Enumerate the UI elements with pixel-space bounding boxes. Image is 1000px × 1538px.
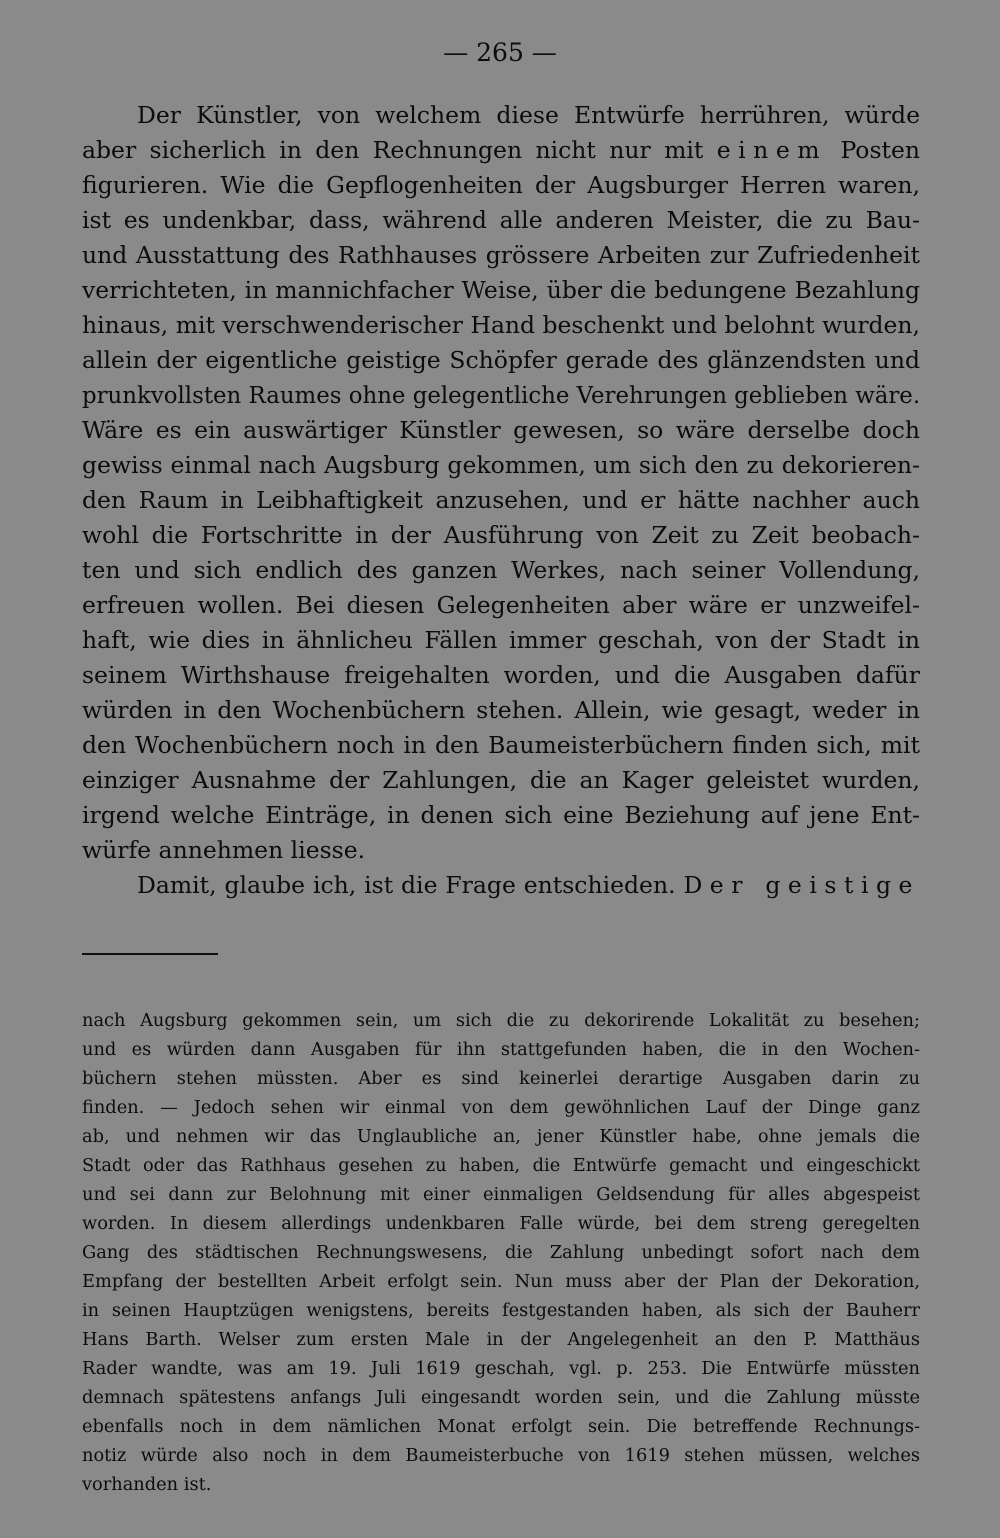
text-line: würden in den Wochenbüchern stehen. Allein, wie gesagt, weder in [82, 696, 920, 724]
text-line: ist es undenkbar, dass, während alle anderen Meister, die zu Bau- [82, 206, 920, 234]
footnote-line: Stadt oder das Rathhaus gesehen zu haben, die Entwürfe gemacht und eingeschickt [82, 1155, 920, 1176]
text-line: Damit, glaube ich, ist die Frage entschieden. Der geistige [137, 871, 920, 899]
text-line: prunkvollsten Raumes ohne gelegentliche Verehrungen geblieben wäre. [82, 381, 921, 409]
emphasized-word: einem [716, 136, 828, 164]
text-line: allein der eigentliche geistige Schöpfer gerade des glänzendsten und [82, 346, 920, 374]
footnote-line: Rader wandte, was am 19. Juli 1619 geschah, vgl. p. 253. Die Entwürfe müssten [82, 1358, 920, 1379]
footnote-line: demnach spätestens anfangs Juli eingesandt worden sein, und die Zahlung müsste [82, 1387, 920, 1408]
text-line: haft, wie dies in ähnlicheu Fällen immer geschah, von der Stadt in [82, 626, 920, 654]
text-line: und Ausstattung des Rathhauses grössere Arbeiten zur Zufriedenheit [82, 241, 920, 269]
text-line: den Raum in Leibhaftigkeit anzusehen, und er hätte nachher auch [82, 486, 920, 514]
text-line: erfreuen wollen. Bei diesen Gelegenheiten aber wäre er unzweifel- [82, 591, 920, 619]
text-line: figurieren. Wie die Gepflogenheiten der Augsburger Herren waren, [82, 171, 920, 199]
text-line: würfe annehmen liesse. [82, 836, 366, 864]
text-line: gewiss einmal nach Augsburg gekommen, um sich den zu dekorieren- [82, 451, 920, 479]
footnote-line: ab, und nehmen wir das Unglaubliche an, jener Künstler habe, ohne jemals die [82, 1126, 920, 1147]
footnote-line: nach Augsburg gekommen sein, um sich die zu dekorirende Lokalität zu besehen; [82, 1010, 920, 1031]
emphasized-phrase: Der geistige [683, 871, 920, 899]
footnote-line: ebenfalls noch in dem nämlichen Monat erfolgt sein. Die betreffende Rechnungs- [82, 1416, 920, 1437]
footnote-line: büchern stehen müssten. Aber es sind keinerlei derartige Ausgaben darin zu [82, 1068, 920, 1089]
text-line: einziger Ausnahme der Zahlungen, die an Kager geleistet wurden, [82, 766, 920, 794]
footnote-rule [82, 953, 218, 955]
footnote-line: vorhanden ist. [82, 1474, 212, 1495]
text-line: Wäre es ein auswärtiger Künstler gewesen, so wäre derselbe doch [82, 416, 920, 444]
text-line: irgend welche Einträge, in denen sich eine Beziehung auf jene Ent- [82, 801, 920, 829]
text-line: wohl die Fortschritte in der Ausführung von Zeit zu Zeit beobach- [82, 521, 920, 549]
text-line: hinaus, mit verschwenderischer Hand beschenkt und belohnt wurden, [82, 311, 920, 339]
footnote-line: worden. In diesem allerdings undenkbaren Falle würde, bei dem streng geregelten [82, 1213, 920, 1234]
footnote-line: in seinen Hauptzügen wenigstens, bereits festgestanden haben, als sich der Bauherr [82, 1300, 920, 1321]
footnote-line: Gang des städtischen Rechnungswesens, die Zahlung unbedingt sofort nach dem [82, 1242, 920, 1263]
footnote-line: finden. — Jedoch sehen wir einmal von dem gewöhnlichen Lauf der Dinge ganz [82, 1097, 920, 1118]
text-line: seinem Wirthshause freigehalten worden, und die Ausgaben dafür [82, 661, 920, 689]
text-line: aber sicherlich in den Rechnungen nicht nur mit einem Posten [82, 136, 920, 164]
page-number: — 265 — [443, 38, 557, 67]
footnote-line: und sei dann zur Belohnung mit einer einmaligen Geldsendung für alles abgespeist [82, 1184, 920, 1205]
text-line: verrichteten, in mannichfacher Weise, über die bedungene Bezahlung [82, 276, 920, 304]
text-line: Der Künstler, von welchem diese Entwürfe herrühren, würde [137, 101, 920, 129]
text-line: den Wochenbüchern noch in den Baumeisterbüchern finden sich, mit [82, 731, 920, 759]
footnote-line: Hans Barth. Welser zum ersten Male in der Angelegenheit an den P. Matthäus [82, 1329, 920, 1350]
footnote-line: Empfang der bestellten Arbeit erfolgt sein. Nun muss aber der Plan der Dekoration, [82, 1271, 920, 1292]
footnote-line: notiz würde also noch in dem Baumeisterbuche von 1619 stehen müssen, welches [82, 1445, 920, 1466]
footnote-line: und es würden dann Ausgaben für ihn stattgefunden haben, die in den Wochen- [82, 1039, 920, 1060]
text-line: ten und sich endlich des ganzen Werkes, nach seiner Vollendung, [82, 556, 920, 584]
